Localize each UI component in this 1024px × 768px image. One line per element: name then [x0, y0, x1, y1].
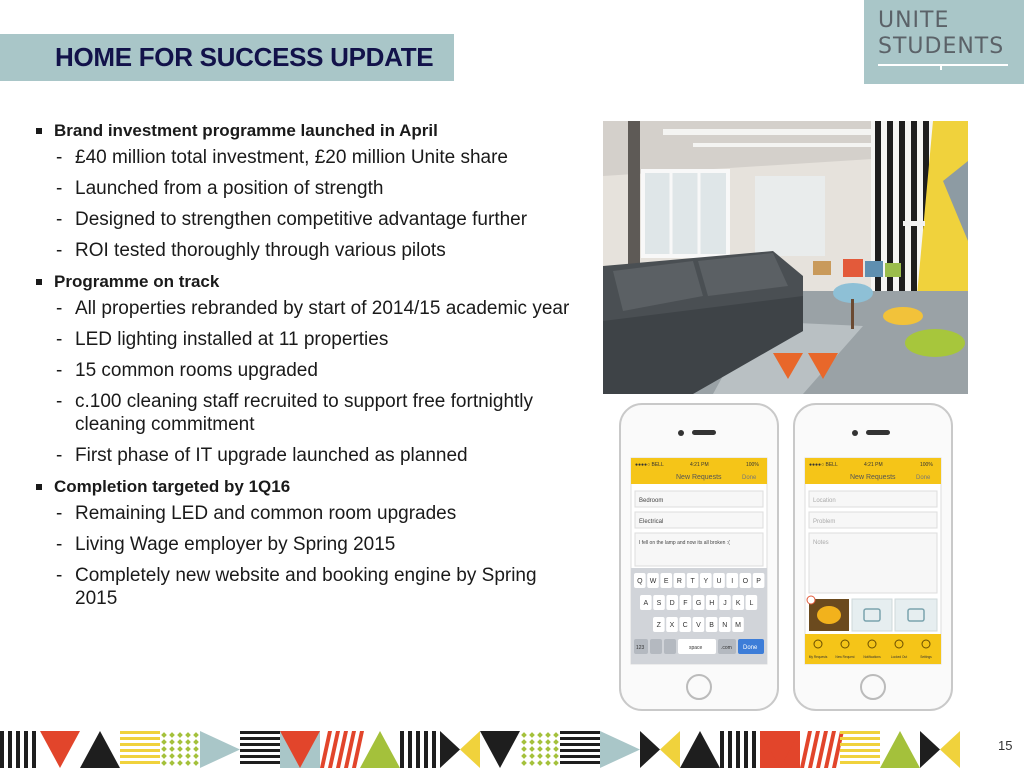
- footer-pattern-shape: [120, 743, 160, 746]
- keyboard-key-label: Q: [637, 578, 643, 585]
- tab-label: Notifications: [863, 655, 881, 659]
- footer-pattern-shape: [120, 737, 160, 740]
- list-item: - ROI tested thoroughly through various pilots: [56, 240, 446, 261]
- keyboard-key-label: Z: [656, 622, 661, 629]
- left-status-time: 4:21 PM: [690, 462, 709, 468]
- footer-pattern-shape: [545, 760, 551, 766]
- bullet-square-icon: [36, 484, 42, 490]
- common-room-illustration: [603, 121, 968, 394]
- footer-pattern-shape: [400, 731, 404, 768]
- left-status-battery: 100%: [746, 462, 759, 468]
- keyboard-row-2: [640, 595, 757, 610]
- footer-pattern-shape: [521, 753, 527, 759]
- footer-pattern-shape: [120, 749, 160, 752]
- footer-pattern-shape: [537, 739, 543, 745]
- footer-pattern-shape: [80, 731, 120, 768]
- section-heading: Programme on track: [34, 271, 574, 293]
- footer-pattern-shape: [161, 753, 167, 759]
- left-done-label: Done: [742, 475, 757, 481]
- footer-pattern-shape: [752, 731, 756, 768]
- tab-label: Locked Out: [890, 655, 908, 659]
- footer-pattern-shape: [660, 731, 680, 768]
- footer-pattern-shape: [32, 731, 36, 768]
- footer-pattern-shape: [0, 731, 4, 768]
- decorative-footer-pattern: [0, 731, 970, 768]
- footer-pattern-shape: [545, 753, 551, 759]
- footer-pattern-shape: [553, 760, 559, 766]
- footer-pattern-shape: [537, 753, 543, 759]
- footer-pattern-shape: [545, 732, 551, 738]
- list-item: - Designed to strengthen competitive advantage further: [56, 209, 528, 230]
- footer-pattern-shape: [545, 746, 551, 752]
- keyboard-key-label: S: [656, 600, 662, 607]
- footer-pattern-shape: [560, 731, 600, 734]
- keyboard-key-label: O: [742, 578, 749, 585]
- footer-pattern-shape: [560, 761, 600, 764]
- bullet-square-icon: [36, 128, 42, 134]
- key-com: .com: [721, 645, 732, 651]
- footer-pattern-shape: [193, 753, 199, 759]
- footer-pattern-shape: [169, 739, 175, 745]
- logo-line-1: UNITE: [878, 8, 950, 33]
- footer-pattern-shape: [680, 731, 720, 768]
- footer-pattern-shape: [553, 732, 559, 738]
- logo-tick: [940, 64, 942, 70]
- list-item: - 15 common rooms upgraded: [56, 360, 318, 381]
- footer-pattern-shape: [560, 743, 600, 746]
- footer-pattern-shape: [529, 732, 535, 738]
- footer-pattern-shape: [529, 746, 535, 752]
- footer-pattern-shape: [16, 731, 20, 768]
- right-status-battery: 100%: [920, 462, 933, 468]
- bullet-content: [34, 120, 574, 619]
- footer-pattern-shape: [169, 732, 175, 738]
- keyboard-key-label: V: [696, 622, 701, 629]
- footer-pattern-shape: [120, 761, 160, 764]
- unite-students-logo: [864, 0, 1024, 84]
- tab-label: Settings: [920, 655, 932, 659]
- keyboard-key-label: R: [676, 578, 682, 585]
- slide-title: HOME FOR SUCCESS UPDATE: [55, 42, 434, 72]
- keyboard-key-label: T: [690, 578, 695, 585]
- footer-pattern-shape: [920, 731, 940, 768]
- footer-pattern-shape: [424, 731, 428, 768]
- keyboard-key-label: F: [683, 600, 688, 607]
- footer-pattern-shape: [177, 746, 183, 752]
- list-item: - Remaining LED and common room upgrades: [56, 503, 457, 524]
- footer-pattern-shape: [240, 749, 280, 752]
- footer-pattern-shape: [185, 746, 191, 752]
- keyboard-key-label: L: [749, 600, 754, 607]
- keyboard-key-label: N: [722, 622, 728, 629]
- footer-pattern-shape: [840, 749, 880, 752]
- page-number: 15: [998, 738, 1013, 753]
- right-field-1: Location: [813, 498, 836, 504]
- footer-pattern-shape: [432, 731, 436, 768]
- footer-pattern-shape: [161, 746, 167, 752]
- footer-pattern-shape: [177, 753, 183, 759]
- list-item: - Living Wage employer by Spring 2015: [56, 534, 396, 555]
- footer-pattern-shape: [200, 731, 240, 768]
- footer-pattern-shape: [460, 731, 480, 768]
- list-item: - £40 million total investment, £20 million Unite share: [56, 147, 508, 168]
- footer-pattern-shape: [537, 760, 543, 766]
- footer-pattern-shape: [545, 739, 551, 745]
- footer-pattern-shape: [560, 749, 600, 752]
- keyboard-key-label: Y: [703, 578, 709, 585]
- footer-pattern-shape: [560, 755, 600, 758]
- list-item: - Completely new website and booking engine by Spring 2015: [56, 565, 537, 609]
- footer-pattern-shape: [185, 753, 191, 759]
- keyboard-key-label: W: [649, 578, 657, 585]
- footer-pattern-shape: [185, 739, 191, 745]
- footer-pattern-shape: [193, 739, 199, 745]
- footer-pattern-shape: [736, 731, 740, 768]
- footer-pattern-shape: [360, 731, 400, 768]
- footer-pattern-shape: [193, 746, 199, 752]
- keyboard-key-label: A: [643, 600, 649, 607]
- footer-pattern-shape: [840, 731, 880, 734]
- footer-pattern-shape: [521, 732, 527, 738]
- keyboard-key-label: E: [663, 578, 669, 585]
- footer-pattern-shape: [177, 739, 183, 745]
- section-heading: Brand investment programme launched in April: [34, 120, 574, 142]
- list-item: - Launched from a position of strength: [56, 178, 384, 199]
- footer-pattern-shape: [521, 746, 527, 752]
- left-notes: I fell on the lamp and now its all broken :(: [639, 540, 730, 546]
- keyboard-key-label: J: [723, 600, 727, 607]
- common-room-photo: [603, 121, 968, 394]
- footer-pattern-shape: [240, 731, 280, 734]
- footer-pattern-shape: [640, 731, 660, 768]
- right-status-carrier: ●●●●○ BELL: [809, 462, 838, 468]
- footer-pattern-shape: [728, 731, 732, 768]
- footer-pattern-shape: [177, 732, 183, 738]
- footer-pattern-shape: [880, 731, 920, 768]
- footer-pattern-shape: [240, 755, 280, 758]
- footer-pattern-shape: [480, 731, 520, 768]
- footer-pattern-shape: [240, 761, 280, 764]
- keyboard-key-label: G: [695, 600, 702, 607]
- footer-pattern-shape: [193, 732, 199, 738]
- keyboard-key-label: P: [756, 578, 761, 585]
- key-space: space: [689, 645, 703, 651]
- list-item: - First phase of IT upgrade launched as planned: [56, 445, 468, 466]
- footer-pattern-shape: [416, 731, 420, 768]
- left-field-1: Bedroom: [639, 498, 664, 504]
- footer-pattern-shape: [720, 731, 724, 768]
- footer-pattern-shape: [553, 746, 559, 752]
- footer-pattern-shape: [529, 739, 535, 745]
- list-item: - c.100 cleaning staff recruited to support free fortnightly cleaning commitment: [56, 391, 534, 435]
- footer-pattern-shape: [161, 739, 167, 745]
- section-heading: Completion targeted by 1Q16: [34, 476, 574, 498]
- right-screen-title: New Requests: [850, 474, 896, 481]
- keyboard-key-label: C: [682, 622, 688, 629]
- footer-pattern-shape: [408, 731, 412, 768]
- app-phones-illustration: [618, 402, 958, 712]
- key-done: Done: [743, 645, 758, 651]
- footer-pattern-shape: [120, 731, 160, 734]
- footer-pattern-shape: [177, 760, 183, 766]
- footer-pattern-shape: [169, 760, 175, 766]
- left-status-carrier: ●●●●○ BELL: [635, 462, 664, 468]
- footer-pattern-shape: [553, 753, 559, 759]
- keyboard-key-label: U: [716, 578, 722, 585]
- right-done-label: Done: [916, 475, 931, 481]
- footer-pattern-shape: [185, 732, 191, 738]
- footer-pattern-shape: [560, 737, 600, 740]
- footer-pattern-shape: [840, 761, 880, 764]
- footer-pattern-shape: [440, 731, 460, 768]
- right-field-2: Problem: [813, 519, 836, 525]
- keyboard-key-label: H: [709, 600, 715, 607]
- footer-pattern-shape: [529, 760, 535, 766]
- footer-pattern-shape: [744, 731, 748, 768]
- footer-pattern-shape: [940, 731, 960, 768]
- footer-pattern-shape: [240, 743, 280, 746]
- keyboard-key-label: M: [735, 622, 741, 629]
- left-screen-title: New Requests: [676, 474, 722, 481]
- keyboard-key-label: K: [735, 600, 741, 607]
- right-notes: Notes: [813, 540, 829, 546]
- footer-pattern-shape: [840, 737, 880, 740]
- footer-pattern-shape: [840, 743, 880, 746]
- tab-label: My Requests: [808, 655, 828, 659]
- keyboard-key-label: B: [709, 622, 714, 629]
- phones-graphic: [618, 402, 958, 712]
- footer-pattern-shape: [120, 755, 160, 758]
- footer-pattern-shape: [169, 746, 175, 752]
- list-item: - All properties rebranded by start of 2014/15 academic year: [56, 298, 570, 319]
- section-completion-target: [34, 476, 574, 610]
- keyboard-key-label: I: [731, 578, 734, 585]
- bullet-square-icon: [36, 279, 42, 285]
- footer-pattern-shape: [553, 739, 559, 745]
- key-123: 123: [636, 645, 645, 651]
- left-field-2: Electrical: [639, 519, 664, 525]
- keyboard-row-3: [653, 617, 744, 632]
- list-item: - LED lighting installed at 11 properties: [56, 329, 389, 350]
- footer-pattern-shape: [529, 753, 535, 759]
- tab-label: New Request: [835, 655, 855, 659]
- footer-pattern-shape: [521, 760, 527, 766]
- right-status-time: 4:21 PM: [864, 462, 883, 468]
- footer-pattern-shape: [24, 731, 28, 768]
- keyboard-key-label: X: [669, 622, 675, 629]
- section-brand-investment: [34, 120, 574, 262]
- footer-pattern-shape: [8, 731, 12, 768]
- footer-pattern-shape: [840, 755, 880, 758]
- footer-pattern-shape: [600, 731, 640, 768]
- footer-pattern-shape: [161, 760, 167, 766]
- logo-underline: [878, 64, 1008, 66]
- footer-pattern-shape: [537, 746, 543, 752]
- footer-pattern-shape: [40, 731, 80, 768]
- footer-pattern-graphic: [0, 731, 970, 768]
- keyboard-key-label: D: [669, 600, 675, 607]
- section-programme-on-track: [34, 271, 574, 467]
- logo-line-2: STUDENTS: [878, 34, 1005, 59]
- footer-pattern-shape: [240, 737, 280, 740]
- footer-pattern-shape: [193, 760, 199, 766]
- footer-pattern-shape: [169, 753, 175, 759]
- footer-pattern-shape: [521, 739, 527, 745]
- footer-pattern-shape: [537, 732, 543, 738]
- footer-pattern-shape: [185, 760, 191, 766]
- footer-pattern-shape: [161, 732, 167, 738]
